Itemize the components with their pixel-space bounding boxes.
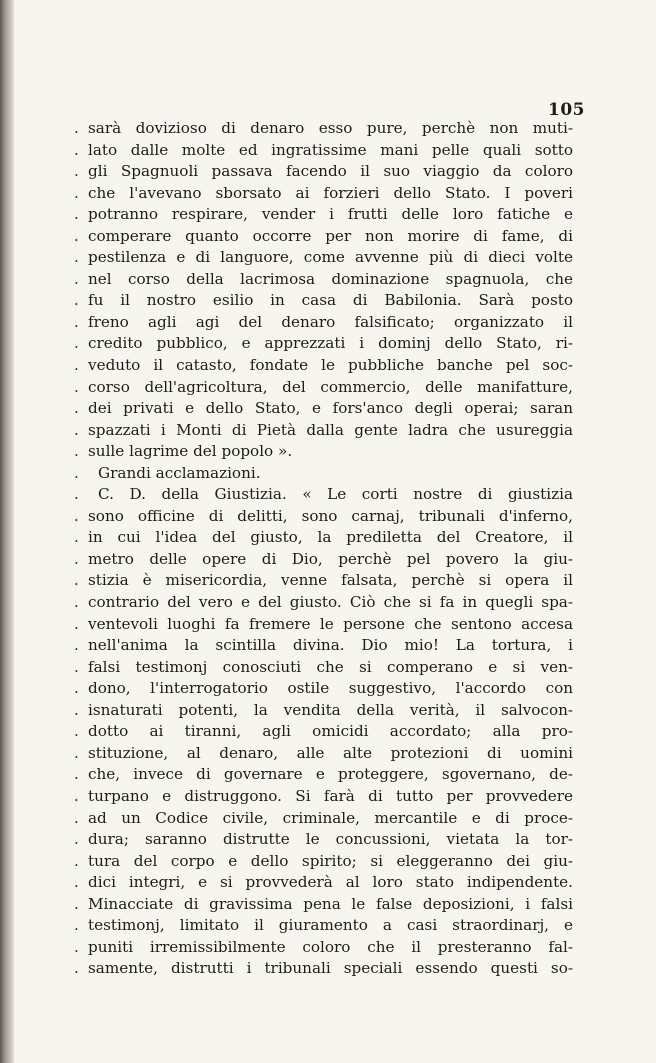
margin-mark: .	[74, 399, 79, 418]
margin-mark: .	[74, 593, 79, 612]
margin-mark: .	[74, 463, 79, 482]
text-line-content: nell'anima la scintilla divina. Dio mio! La tortura, i	[88, 636, 573, 655]
margin-mark: .	[74, 959, 79, 978]
text-line	[74, 441, 573, 463]
margin-mark: .	[74, 119, 79, 137]
text-line	[74, 484, 573, 506]
margin-mark: .	[74, 269, 79, 288]
page-number: 105	[548, 100, 585, 120]
text-line	[74, 549, 573, 571]
margin-mark: .	[74, 700, 79, 719]
text-line	[74, 183, 573, 205]
text-line-content: metro delle opere di Dio, perchè pel povero la giu-	[88, 549, 573, 568]
text-line-content: dotto ai tiranni, agli omicidi accordato; alla pro-	[88, 722, 573, 741]
text-line-content: ad un Codice civile, criminale, mercantile e di proce-	[88, 808, 573, 827]
text-line	[74, 333, 573, 355]
text-line-content: veduto il catasto, fondate le pubbliche banche pel soc-	[88, 356, 573, 375]
margin-mark: .	[74, 291, 79, 310]
text-line-content: gli Spagnuoli passava facendo il suo viaggio da coloro	[88, 162, 573, 181]
text-line-content: spazzati i Monti di Pietà dalla gente ladra che usureggia	[88, 420, 573, 439]
text-line	[74, 506, 573, 528]
margin-mark: .	[74, 248, 79, 267]
text-line-content: dura; saranno distrutte le concussioni, vietata la tor-	[88, 830, 573, 849]
text-line	[74, 377, 573, 399]
text-line-content: dei privati e dello Stato, e fors'anco degli operai; saran	[88, 399, 573, 418]
text-line-content: ventevoli luoghi fa fremere le persone che sentono accesa	[88, 614, 573, 633]
margin-mark: .	[74, 549, 79, 568]
text-line-content: lato dalle molte ed ingratissime mani pelle quali sotto	[88, 140, 573, 159]
margin-mark: .	[74, 485, 79, 504]
text-line-content: sulle lagrime del popolo ».	[88, 442, 293, 461]
margin-mark: .	[74, 722, 79, 741]
margin-mark: .	[74, 808, 79, 827]
text-line-content: tura del corpo e dello spirito; si eleggeranno dei giu-	[88, 851, 573, 870]
text-line-content: turpano e distruggono. Si farà di tutto per provvedere	[88, 786, 573, 805]
text-line	[74, 808, 573, 830]
text-line-content: sono officine di delitti, sono carnaj, tribunali d'inferno,	[88, 506, 573, 525]
margin-mark: .	[74, 183, 79, 202]
text-line	[74, 355, 573, 377]
text-line	[74, 657, 573, 679]
text-line-content: che l'avevano sborsato ai forzieri dello Stato. I poveri	[88, 183, 573, 202]
margin-mark: .	[74, 140, 79, 159]
margin-mark: .	[74, 937, 79, 956]
margin-mark: .	[74, 356, 79, 375]
text-line-content: fu il nostro esilio in casa di Babilonia. Sarà posto	[88, 291, 573, 310]
text-line-content: isnaturati potenti, la vendita della verità, il salvocon-	[88, 700, 573, 719]
margin-mark: .	[74, 830, 79, 849]
text-line-content: C. D. della Giustizia. « Le corti nostre di giustizia	[98, 485, 573, 504]
margin-mark: .	[74, 226, 79, 245]
margin-mark: .	[74, 765, 79, 784]
margin-mark: .	[74, 851, 79, 870]
text-line	[74, 700, 573, 722]
text-line	[74, 937, 573, 959]
text-line	[74, 118, 573, 140]
text-line-content: puniti irremissibilmente coloro che il presteranno fal-	[88, 937, 573, 956]
margin-mark: .	[74, 679, 79, 698]
text-line-content: stituzione, al denaro, alle alte protezioni di uomini	[88, 743, 573, 762]
margin-mark: .	[74, 205, 79, 224]
text-line	[74, 678, 573, 700]
text-line-content: corso dell'agricoltura, del commercio, delle manifatture,	[88, 377, 573, 396]
text-line-content: dono, l'interrogatorio ostile suggestivo, l'accordo con	[88, 679, 573, 698]
text-line-content: che, invece di governare e proteggere, sgovernano, de-	[88, 765, 573, 784]
text-line	[74, 161, 573, 183]
text-line-content: Minacciate di gravissima pena le false deposizioni, i falsi	[88, 894, 573, 913]
margin-mark: .	[74, 657, 79, 676]
text-line-content: dici integri, e si provvederà al loro stato indipendente.	[88, 873, 573, 892]
text-line-content: contrario del vero e del giusto. Ciò che si fa in quegli spa-	[88, 593, 573, 612]
text-line	[74, 894, 573, 916]
text-line-content: falsi testimonj conosciuti che si comperano e si ven-	[88, 657, 573, 676]
text-line-content: samente, distrutti i tribunali speciali essendo questi so-	[88, 959, 573, 978]
margin-mark: .	[74, 506, 79, 525]
text-line	[74, 226, 573, 248]
margin-mark: .	[74, 420, 79, 439]
margin-mark: .	[74, 377, 79, 396]
margin-mark: .	[74, 442, 79, 461]
margin-mark: .	[74, 614, 79, 633]
text-line	[74, 851, 573, 873]
text-line	[74, 721, 573, 743]
text-line	[74, 420, 573, 442]
text-line-content: testimonj, limitato il giuramento a casi straordinarj, e	[88, 916, 573, 935]
text-line	[74, 463, 573, 485]
margin-mark: .	[74, 334, 79, 353]
text-line	[74, 269, 573, 291]
margin-mark: .	[74, 571, 79, 590]
body-text	[74, 118, 573, 980]
text-line	[74, 743, 573, 765]
margin-mark: .	[74, 894, 79, 913]
text-line-content: stizia è misericordia, venne falsata, perchè si opera il	[88, 571, 573, 590]
text-line	[74, 204, 573, 226]
text-line	[74, 592, 573, 614]
text-line-content: credito pubblico, e apprezzati i dominj dello Stato, ri-	[88, 334, 573, 353]
text-line	[74, 872, 573, 894]
text-line	[74, 614, 573, 636]
text-line	[74, 829, 573, 851]
text-line-content: in cui l'idea del giusto, la prediletta del Creatore, il	[88, 528, 573, 547]
text-line-content: Grandi acclamazioni.	[98, 463, 261, 482]
text-line	[74, 527, 573, 549]
margin-mark: .	[74, 873, 79, 892]
text-line-content: nel corso della lacrimosa dominazione spagnuola, che	[88, 269, 573, 288]
margin-mark: .	[74, 916, 79, 935]
page-binding-edge	[0, 0, 14, 1063]
text-line-content: comperare quanto occorre per non morire di fame, di	[88, 226, 573, 245]
margin-mark: .	[74, 743, 79, 762]
text-line-content: potranno respirare, vender i frutti delle loro fatiche e	[88, 205, 573, 224]
text-line-content: sarà dovizioso di denaro esso pure, perchè non muti-	[88, 119, 573, 137]
text-line	[74, 312, 573, 334]
margin-mark: .	[74, 312, 79, 331]
text-line	[74, 958, 573, 980]
text-line	[74, 764, 573, 786]
text-line	[74, 290, 573, 312]
text-line	[74, 915, 573, 937]
text-line	[74, 140, 573, 162]
margin-mark: .	[74, 786, 79, 805]
text-line	[74, 398, 573, 420]
text-line	[74, 786, 573, 808]
text-line	[74, 635, 573, 657]
text-line	[74, 570, 573, 592]
margin-mark: .	[74, 528, 79, 547]
text-line	[74, 247, 573, 269]
text-line-content: pestilenza e di languore, come avvenne più di dieci volte	[88, 248, 573, 267]
margin-mark: .	[74, 636, 79, 655]
margin-mark: .	[74, 162, 79, 181]
text-line-content: freno agli agi del denaro falsificato; organizzato il	[88, 312, 573, 331]
